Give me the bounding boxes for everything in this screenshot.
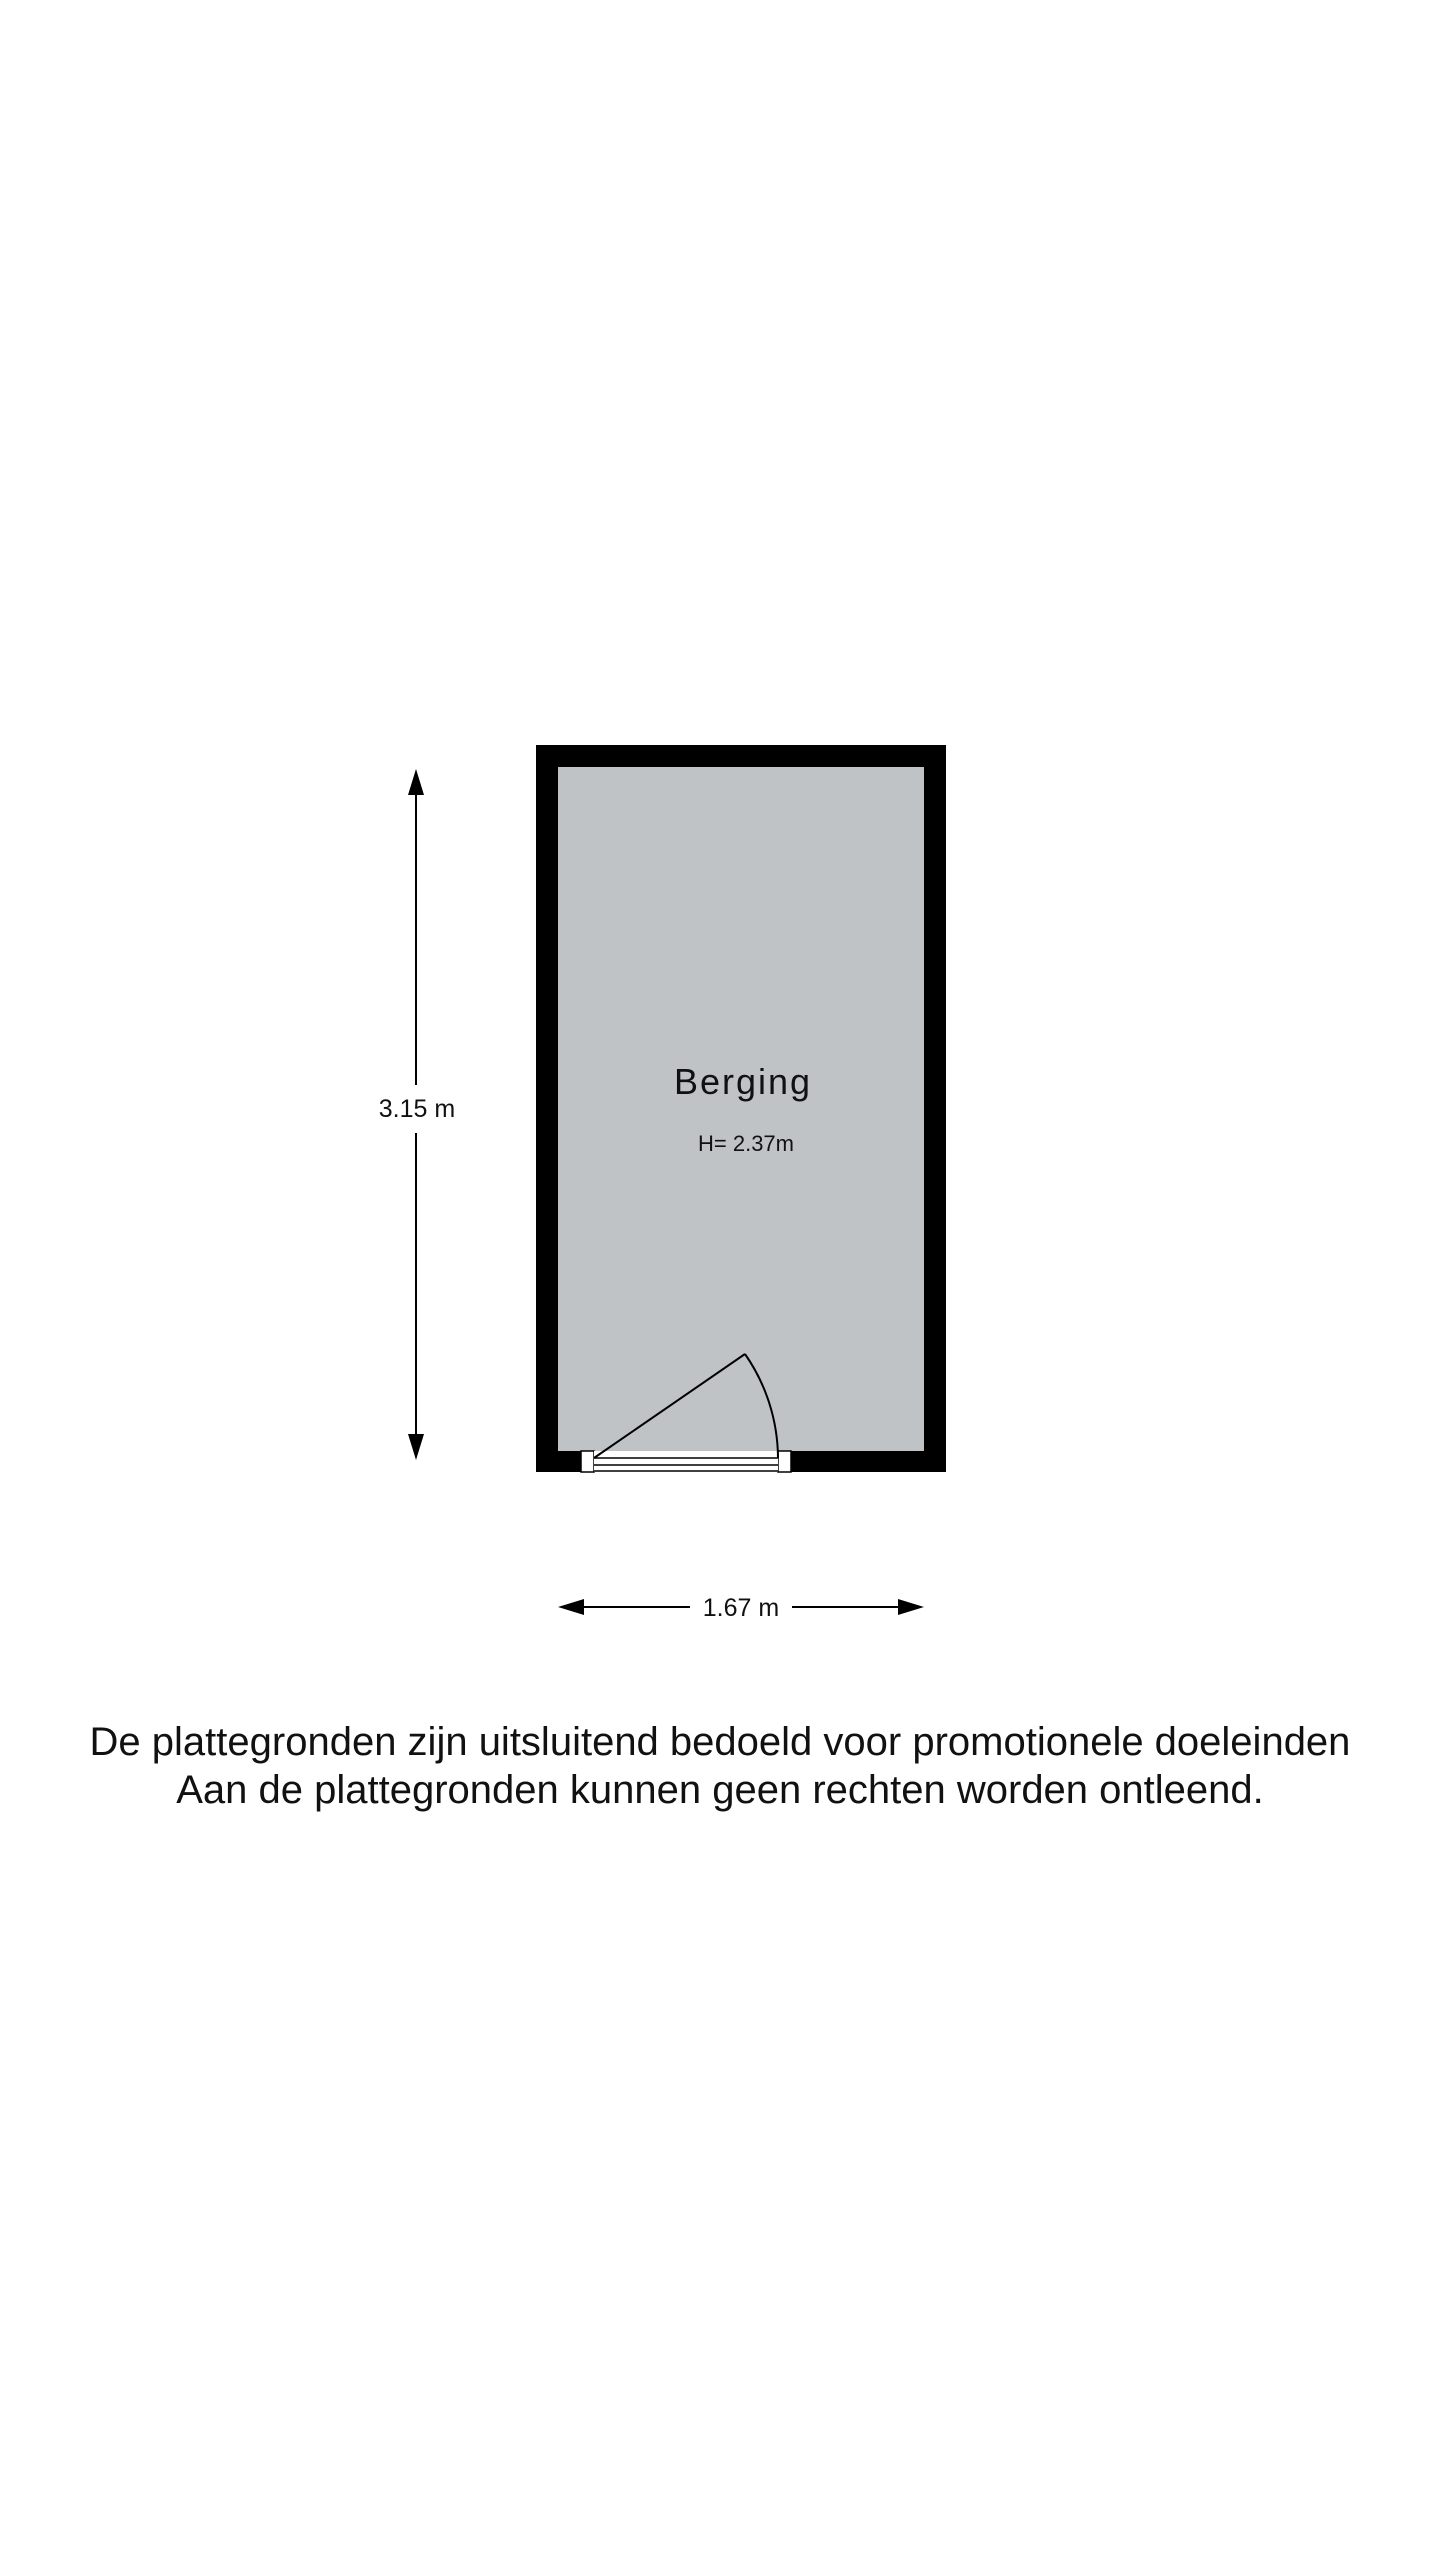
dimension-length-label: 3.15 m	[378, 1095, 456, 1123]
wall-left	[536, 745, 558, 1472]
room-berging	[536, 745, 946, 1472]
door-frame-right	[778, 1451, 791, 1472]
dimension-width-label: 1.67 m	[702, 1594, 780, 1622]
wall-top	[536, 745, 946, 767]
arrow-right-icon	[898, 1599, 924, 1615]
door-threshold	[594, 1451, 778, 1472]
wall-bottom-left	[536, 1451, 581, 1472]
door-frame-left	[581, 1451, 594, 1472]
wall-right	[924, 745, 946, 1472]
arrow-up-icon	[408, 769, 424, 795]
dimension-width	[558, 1594, 924, 1622]
dimension-length	[379, 769, 455, 1460]
arrow-down-icon	[408, 1434, 424, 1460]
disclaimer-line-2: Aan de plattegronden kunnen geen rechten worden ontleend.	[176, 1768, 1264, 1812]
disclaimer	[0, 1718, 1440, 1814]
room-floor	[558, 767, 924, 1451]
arrow-left-icon	[558, 1599, 584, 1615]
room-height: H= 2.37m	[698, 1131, 794, 1156]
wall-bottom-right	[791, 1451, 946, 1472]
disclaimer-line-1: De plattegronden zijn uitsluitend bedoeld voor promotionele doeleinden	[89, 1720, 1351, 1764]
room-name: Berging	[673, 1061, 813, 1102]
